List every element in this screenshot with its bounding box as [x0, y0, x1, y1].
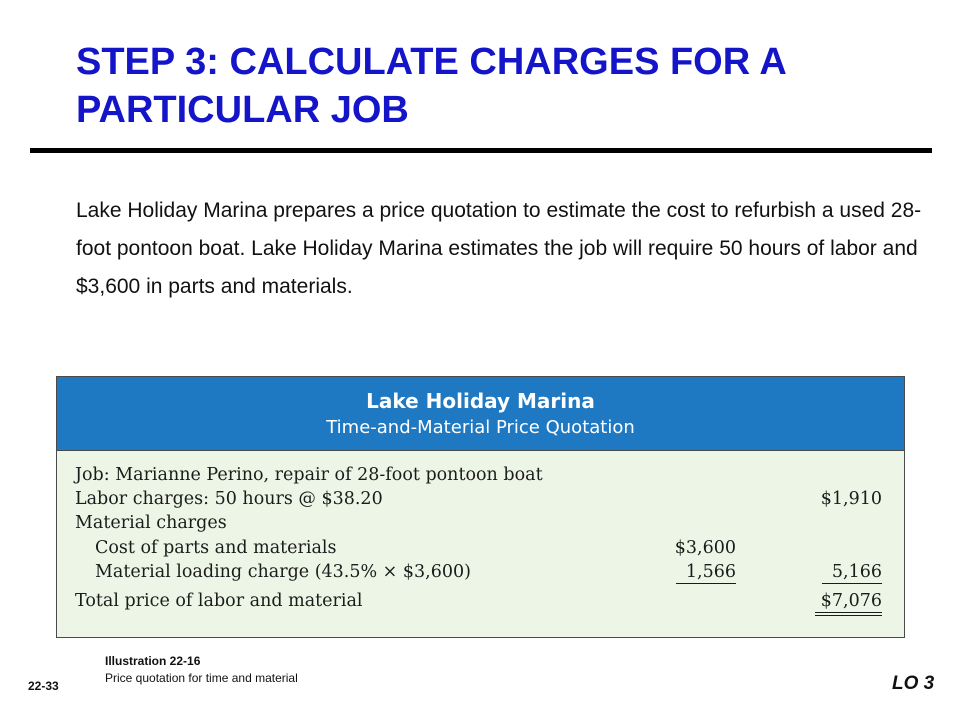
- title-line-1: STEP 3: CALCULATE CHARGES FOR A: [76, 41, 787, 83]
- row-label: Labor charges: 50 hours @ $38.20: [75, 489, 383, 509]
- row-label: Total price of labor and material: [75, 591, 363, 611]
- row-label: Material charges: [75, 513, 227, 533]
- caption-title: Illustration 22-16: [105, 654, 201, 668]
- row-label: Material loading charge (43.5% × $3,600): [95, 562, 471, 582]
- learning-objective-label: LO 3: [892, 673, 935, 694]
- row-label: Cost of parts and materials: [95, 538, 337, 558]
- row-subtotal-value: 1,566: [676, 562, 736, 584]
- row-subtotal-value: $3,600: [674, 538, 736, 558]
- row-total-value: $7,076: [815, 591, 882, 616]
- title-divider: [30, 148, 932, 153]
- quotation-company-name: Lake Holiday Marina: [366, 389, 595, 413]
- row-total-value: 5,166: [822, 562, 882, 584]
- price-quotation-table: [56, 376, 905, 638]
- quotation-header: [57, 377, 904, 451]
- slide-number: 22-33: [28, 679, 59, 693]
- title-line-2: PARTICULAR JOB: [76, 89, 409, 131]
- row-label: Job: Marianne Perino, repair of 28-foot pontoon boat: [75, 465, 543, 485]
- slide-title: [76, 38, 936, 134]
- caption-text: Price quotation for time and material: [105, 671, 298, 685]
- row-total-value: $1,910: [820, 489, 882, 509]
- quotation-subtitle: Time-and-Material Price Quotation: [326, 417, 635, 438]
- slide-body-text: Lake Holiday Marina prepares a price quotation to estimate the cost to refurbish a used 28-foot pontoon boat. Lake Holiday Marina estimates the job will require 50 hours of labor and $3,600 in parts and materials.: [76, 199, 922, 298]
- illustration-caption: [105, 653, 298, 687]
